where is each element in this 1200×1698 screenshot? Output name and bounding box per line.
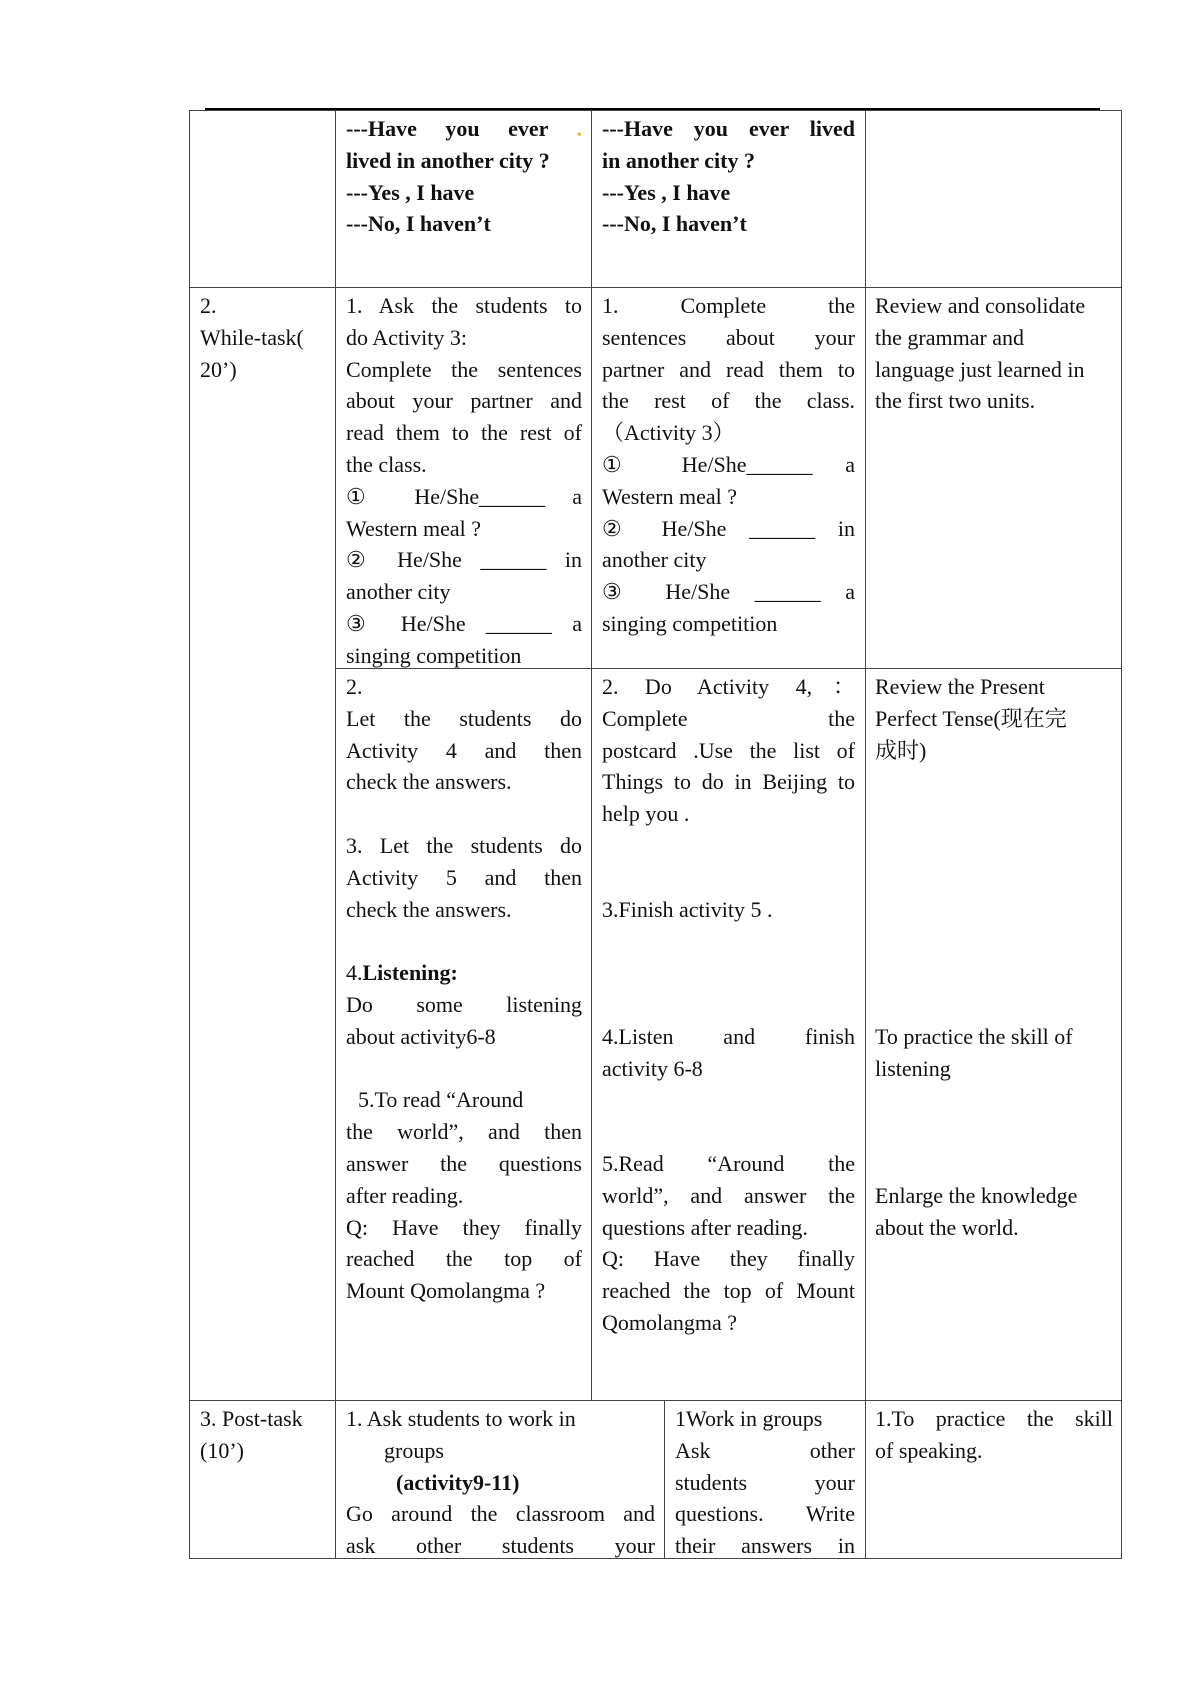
text-line: about activity6-8 bbox=[346, 1023, 496, 1049]
text-line: language just learned in bbox=[875, 356, 1085, 382]
text-line: questions after reading. bbox=[602, 1214, 808, 1240]
text-line: ① He/She______ a bbox=[346, 483, 582, 509]
intro-student-cell bbox=[602, 113, 855, 240]
text-line: groups bbox=[384, 1437, 444, 1463]
text-line: listening bbox=[875, 1055, 951, 1081]
text-line: Activity 5 and then bbox=[346, 864, 582, 890]
col-divider bbox=[335, 110, 336, 1559]
text-line: another city bbox=[346, 579, 451, 605]
while-purpose-1-cell bbox=[875, 290, 1113, 417]
while-teacher-1-cell bbox=[346, 290, 582, 672]
text-line: Western meal ? bbox=[346, 515, 482, 541]
post-stage-cell bbox=[200, 1403, 326, 1467]
col-divider bbox=[591, 110, 592, 1400]
text-line: about your partner and bbox=[346, 388, 582, 414]
text-line: the class. bbox=[346, 451, 427, 477]
text-line: ③ He/She ______ a bbox=[346, 610, 582, 636]
text-line: partner and read them to bbox=[602, 356, 855, 382]
text-line: ---No, I haven’t bbox=[346, 211, 491, 237]
text-line: read them to the rest of bbox=[346, 420, 582, 446]
text-line: ---Yes , I have bbox=[346, 179, 475, 205]
text-line: 5.To read “Around bbox=[358, 1087, 524, 1113]
text-line: Mount Qomolangma ? bbox=[346, 1278, 546, 1304]
text-line: questions. Write bbox=[675, 1501, 855, 1527]
text-line: check the answers. bbox=[346, 896, 512, 922]
text-line: sentences about your bbox=[602, 324, 855, 350]
text-line: Ask other bbox=[675, 1437, 855, 1463]
text-line: ask other students your bbox=[346, 1533, 655, 1559]
while-teacher-2-5-cell bbox=[346, 671, 582, 1307]
text-line: activity 6-8 bbox=[602, 1055, 703, 1081]
text-line: another city bbox=[602, 547, 707, 573]
text-line: Perfect Tense(现在完 bbox=[875, 705, 1067, 731]
text-line: 2. Do Activity 4,： bbox=[602, 674, 855, 699]
text-line: While-task( bbox=[200, 324, 304, 350]
row-divider bbox=[189, 287, 1122, 288]
text-line: the rest of the class. bbox=[602, 388, 855, 414]
text-line: Activity 4 and then bbox=[346, 737, 582, 763]
row-divider bbox=[189, 1400, 1122, 1401]
text-line: postcard .Use the list of bbox=[602, 737, 855, 763]
col-divider bbox=[664, 1400, 665, 1559]
while-student-1-cell bbox=[602, 290, 855, 640]
text-line: answer the questions bbox=[346, 1150, 582, 1176]
text-line: To practice the skill of bbox=[875, 1023, 1073, 1049]
text-line: 20’) bbox=[200, 356, 237, 382]
text-line: Review the Present bbox=[875, 674, 1045, 699]
text-line: 4.Listen and finish bbox=[602, 1023, 855, 1049]
text-line: 1. Complete the bbox=[602, 293, 855, 318]
text-line: 3. Post-task bbox=[200, 1406, 303, 1431]
text-line: 2. bbox=[346, 674, 363, 699]
text-line: 5.Read “Around the bbox=[602, 1150, 855, 1176]
text-line: (activity9-11) bbox=[396, 1469, 520, 1495]
text-line: Q: Have they finally bbox=[346, 1214, 582, 1240]
text-line: ③ He/She ______ a bbox=[602, 579, 855, 605]
post-purpose-cell bbox=[875, 1403, 1113, 1467]
text-line: after reading. bbox=[346, 1182, 464, 1208]
text-line: 1Work in groups bbox=[675, 1406, 823, 1431]
text-line: ---Yes , I have bbox=[602, 179, 731, 205]
text-line: 4.Listening: bbox=[346, 960, 458, 986]
text-line: Western meal ? bbox=[602, 483, 738, 509]
text-line: the first two units. bbox=[875, 388, 1036, 414]
text-line: Qomolangma ? bbox=[602, 1309, 738, 1335]
text-line: ② He/She ______ in bbox=[346, 547, 582, 573]
text-line: （Activity 3） bbox=[602, 420, 735, 446]
text-line: ---Have you ever . bbox=[346, 116, 582, 141]
text-line: Q: Have they finally bbox=[602, 1246, 855, 1272]
while-purpose-2-5-cell bbox=[875, 671, 1113, 1243]
text-line: Things to do in Beijing to bbox=[602, 769, 855, 795]
text-line: ---Have you ever lived bbox=[602, 116, 855, 141]
text-line: in another city ? bbox=[602, 147, 755, 173]
text-line: Do some listening bbox=[346, 991, 582, 1017]
text-line: reached the top of bbox=[346, 1246, 582, 1272]
text-line: (10’) bbox=[200, 1437, 244, 1463]
col-divider bbox=[865, 110, 866, 1559]
text-line: world”, and answer the bbox=[602, 1182, 855, 1208]
intro-teacher-cell bbox=[346, 113, 582, 240]
text-line: check the answers. bbox=[346, 769, 512, 795]
text-line: singing competition bbox=[346, 642, 522, 668]
text-line: Complete the bbox=[602, 705, 855, 731]
text-line: the world”, and then bbox=[346, 1119, 582, 1145]
text-line: ① He/She______ a bbox=[602, 451, 855, 477]
text-line: 3. Let the students do bbox=[346, 832, 582, 858]
text-line: ② He/She ______ in bbox=[602, 515, 855, 541]
text-line: 2. bbox=[200, 293, 217, 318]
text-line: 1. Ask the students to bbox=[346, 293, 582, 318]
text-line: their answers in bbox=[675, 1533, 855, 1559]
text-line: Complete the sentences bbox=[346, 356, 582, 382]
text-line: do Activity 3: bbox=[346, 324, 467, 350]
text-line: students your bbox=[675, 1469, 855, 1495]
text-line: ---No, I haven’t bbox=[602, 211, 747, 237]
while-student-2-5-cell bbox=[602, 671, 855, 1339]
text-line: of speaking. bbox=[875, 1437, 983, 1463]
text-line: lived in another city ? bbox=[346, 147, 550, 173]
text-line: Go around the classroom and bbox=[346, 1501, 655, 1527]
text-line: 3.Finish activity 5 . bbox=[602, 896, 773, 922]
text-line: Let the students do bbox=[346, 705, 582, 731]
text-line: 成时) bbox=[875, 737, 927, 763]
post-teacher-cell bbox=[346, 1403, 655, 1562]
while-stage-cell bbox=[200, 290, 326, 385]
text-line: Review and consolidate bbox=[875, 293, 1086, 318]
text-line: 1.To practice the skill bbox=[875, 1406, 1113, 1431]
post-student-cell bbox=[675, 1403, 855, 1562]
text-line: 1. Ask students to work in bbox=[346, 1406, 576, 1431]
text-line: help you . bbox=[602, 801, 690, 827]
text-line: about the world. bbox=[875, 1214, 1019, 1240]
text-line: the grammar and bbox=[875, 324, 1025, 350]
text-line: reached the top of Mount bbox=[602, 1278, 855, 1304]
text-line: Enlarge the knowledge bbox=[875, 1182, 1078, 1208]
text-line: singing competition bbox=[602, 610, 778, 636]
